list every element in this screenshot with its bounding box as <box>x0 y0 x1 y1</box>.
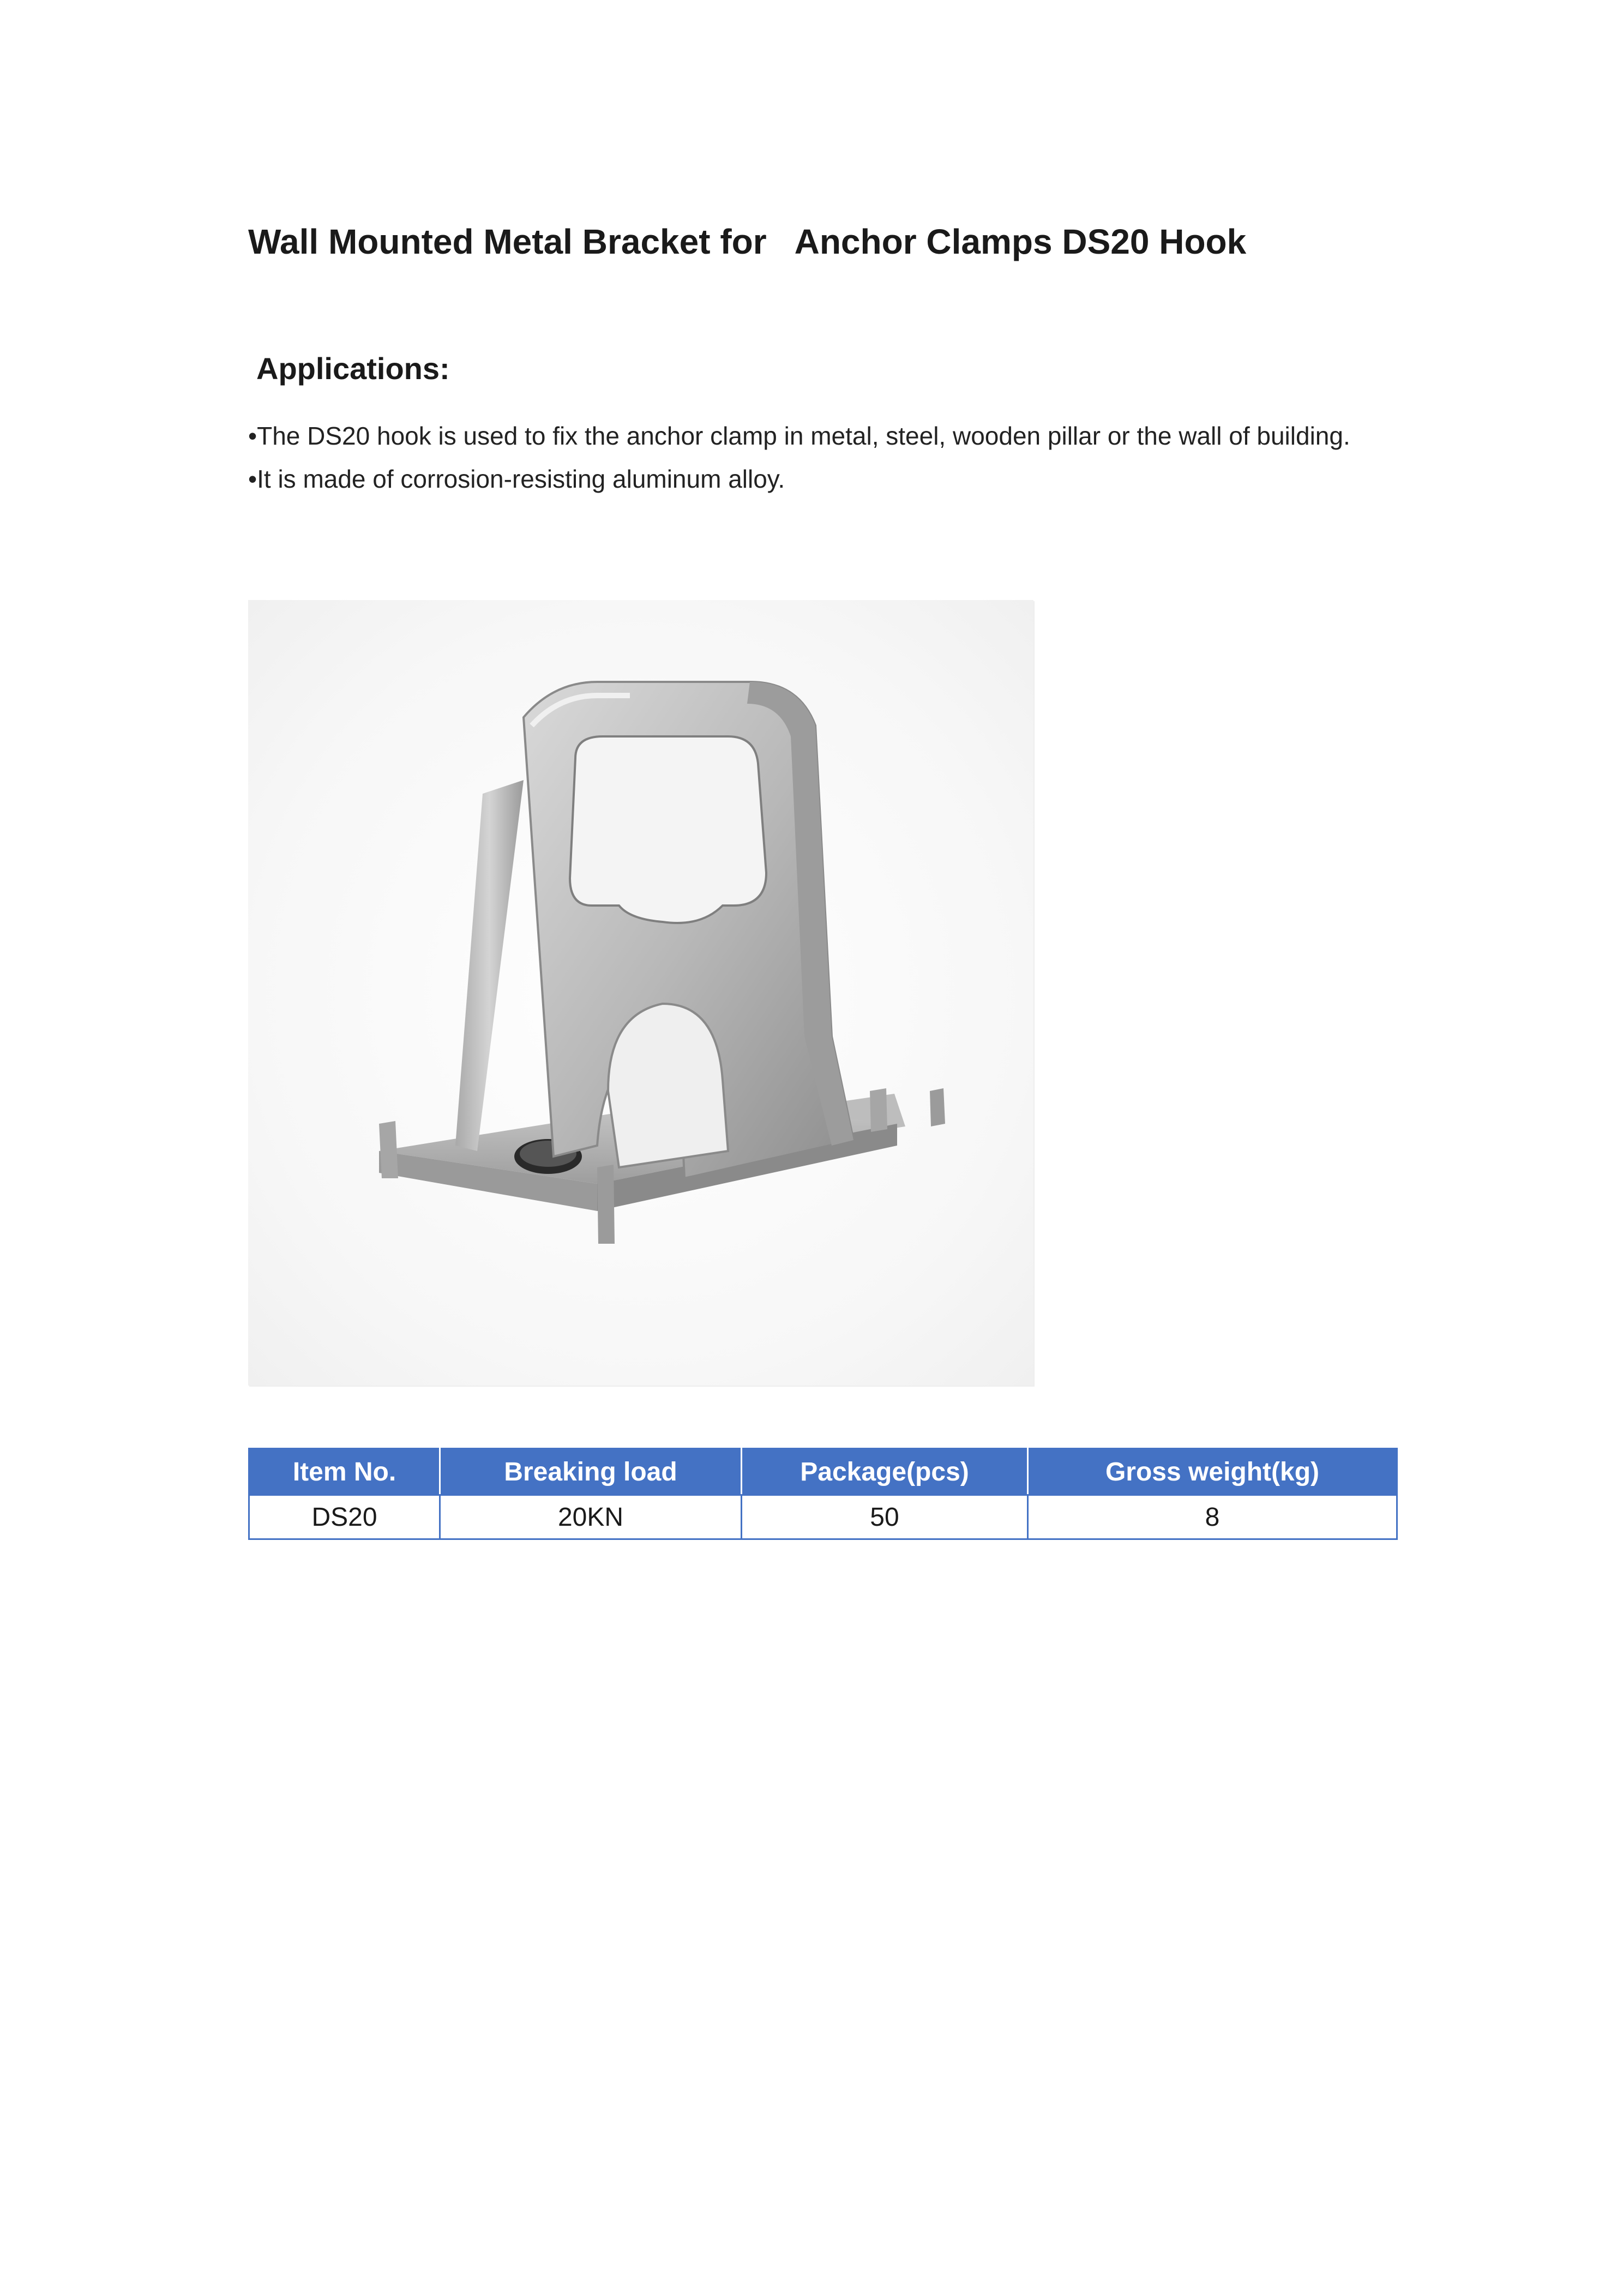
table-header-row <box>249 1449 1397 1495</box>
cell-package: 50 <box>742 1495 1028 1539</box>
header-package: Package(pcs) <box>742 1449 1028 1495</box>
cell-item-no: DS20 <box>249 1495 440 1539</box>
header-breaking-load: Breaking load <box>440 1449 742 1495</box>
document-title: Wall Mounted Metal Bracket for Anchor Clamps DS20 Hook <box>248 222 1247 261</box>
spec-table <box>248 1448 1398 1540</box>
bracket-hook-illustration <box>248 600 1033 1386</box>
header-item-no: Item No. <box>249 1449 440 1495</box>
applications-heading: Applications: <box>256 351 450 386</box>
application-item: •The DS20 hook is used to fix the anchor clamp in metal, steel, wooden pillar or the wall of building. <box>248 422 1350 450</box>
application-item: •It is made of corrosion-resisting aluminum alloy. <box>248 465 785 493</box>
cell-gross-weight: 8 <box>1028 1495 1397 1539</box>
header-gross-weight: Gross weight(kg) <box>1028 1449 1397 1495</box>
applications-list <box>248 415 1399 501</box>
table-row <box>249 1495 1397 1539</box>
product-photo <box>248 600 1033 1386</box>
cell-breaking-load: 20KN <box>440 1495 742 1539</box>
